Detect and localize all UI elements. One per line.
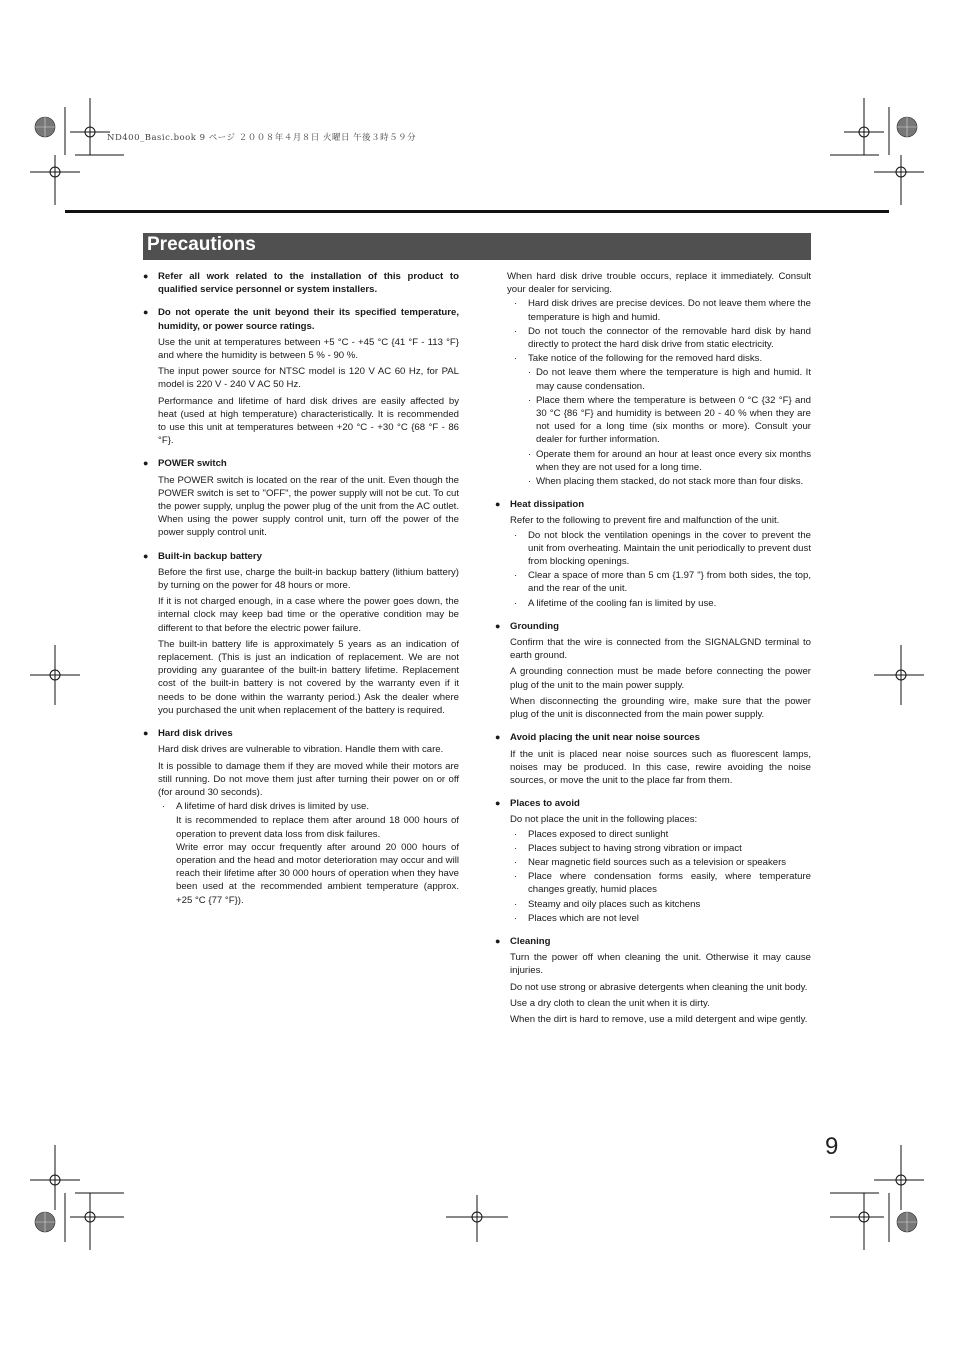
list-item: · Take notice of the following for the removed hard disks. [528, 352, 811, 365]
section-hard-disk-drives [143, 727, 459, 907]
paragraph: The input power source for NTSC model is 120 V AC 60 Hz, for PAL model is 220 V - 240 V AC 50 Hz. [158, 366, 459, 391]
list-item: · Steamy and oily places such as kitchens [528, 898, 811, 911]
paragraph: Hard disk drives are vulnerable to vibration. Handle them with care. [158, 744, 444, 756]
section-heading: ● Cleaning [495, 935, 811, 948]
right-column [495, 270, 811, 1036]
paragraph: Write error may occur frequently after around 20 000 hours of operation and the head and motor deterioration may occur and will reach their lifetime after 30 000 hours of operation when they have been used at the recommended ambient temperature (approx. +25 °C {77 °F}). [176, 841, 459, 906]
paragraph: The built-in battery life is approximately 5 years as an indication of replacement. (This is just an indication of replacement. We are not providing any guarantee of the built-in battery lifetime. Replacement cost of the built-in battery is not covered by the warranty even if it needs to be done within the warranty period.) Ask the dealer where you purchased the unit when replacement of the battery is required. [158, 638, 459, 716]
section-heading: ● Refer all work related to the installation of this product to qualified service personnel or system installers. [143, 270, 459, 296]
section-heading: ● Grounding [495, 620, 811, 633]
page-title: Precautions [147, 234, 256, 255]
list-item: · Do not block the ventilation openings in the cover to prevent the unit from overheating. Maintain the unit periodically to prevent dust from blocking openings. [528, 529, 811, 569]
section-cleaning [495, 935, 811, 1026]
section-heading: ● Avoid placing the unit near noise sources [495, 731, 811, 744]
list-item: · A lifetime of the cooling fan is limited by use. [528, 597, 811, 610]
paragraph: Before the first use, charge the built-in backup battery (lithium battery) by turning on the power for 48 hours or more. [158, 566, 459, 592]
paragraph: When disconnecting the grounding wire, make sure that the power plug of the unit is disconnected from the main power supply. [510, 695, 811, 721]
list-item: · Places exposed to direct sunlight [528, 828, 811, 841]
print-job-header: ND400_Basic.book 9 ページ ２００８年４月８日 火曜日 午後３時５９分 [107, 133, 417, 143]
paragraph: If the unit is placed near noise sources such as fluorescent lamps, noises may be produced. In this case, rewire avoiding the noise sources, or move the unit to the place far from them. [510, 748, 811, 786]
bullet-list [143, 800, 459, 813]
section-heading: ● Hard disk drives [143, 727, 459, 740]
section-heading: ● Do not operate the unit beyond their its specified temperature, humidity, or power source ratings. [143, 306, 459, 332]
left-column [143, 270, 459, 917]
list-item: · Do not leave them where the temperature is high and humid. It may cause condensation. [536, 366, 811, 392]
section-installation [143, 270, 459, 296]
bullet-list [495, 297, 811, 365]
list-item: · A lifetime of hard disk drives is limited by use. [176, 800, 459, 813]
list-item: · Do not touch the connector of the removable hard disk by hand directly to protect the hard disk drive from static electricity. [528, 325, 811, 351]
section-heat-dissipation [495, 498, 811, 610]
section-power-switch [143, 457, 459, 539]
paragraph: When the dirt is hard to remove, use a mild detergent and wipe gently. [510, 1013, 808, 1025]
section-grounding [495, 620, 811, 721]
bullet-list [495, 529, 811, 610]
section-ratings [143, 306, 459, 447]
paragraph: It is possible to damage them if they are moved while their motors are still running. Do not move them just after turning their power on or off (for around 30 seconds). [158, 760, 459, 798]
list-item: · Hard disk drives are precise devices. Do not leave them where the temperature is high and humid. [528, 297, 811, 323]
paragraph: Refer to the following to prevent fire and malfunction of the unit. [510, 515, 780, 527]
list-item: · Places subject to having strong vibration or impact [528, 842, 811, 855]
section-backup-battery [143, 550, 459, 717]
list-item: · Place them where the temperature is between 0 °C {32 °F} and 30 °C {86 °F} and humidity is between 20 - 40 % when they are not used for a long time (six months or more). Consult your dealer for further information. [536, 394, 811, 447]
section-heading: ● POWER switch [143, 457, 459, 470]
section-heading: ● Heat dissipation [495, 498, 811, 511]
page-number: 9 [825, 1133, 839, 1160]
list-item: · Clear a space of more than 5 cm {1.97 "} from both sides, the top, and the rear of the unit. [528, 569, 811, 595]
sub-bullet-list [495, 366, 811, 488]
section-hdd-trouble [495, 270, 811, 488]
paragraph: Do not place the unit in the following places: [510, 814, 698, 826]
section-noise-sources [495, 731, 811, 787]
paragraph: If it is not charged enough, in a case where the power goes down, the internal clock may keep bad time or the operative condition may be different to that before the electric power failure. [158, 596, 459, 634]
paragraph: Turn the power off when cleaning the unit. Otherwise it may cause injuries. [510, 952, 811, 977]
section-places-to-avoid [495, 797, 811, 925]
section-heading: ● Places to avoid [495, 797, 811, 810]
list-item: · Near magnetic field sources such as a television or speakers [528, 856, 811, 869]
top-rule [65, 210, 889, 213]
paragraph: It is recommended to replace them after around 18 000 hours of operation to prevent data loss from disk failures. [176, 815, 459, 840]
list-item: · Place where condensation forms easily, where temperature changes greatly, humid places [528, 870, 811, 896]
paragraph: Use the unit at temperatures between +5 °C - +45 °C {41 °F - 113 °F} and where the humidity is between 5 % - 90 %. [158, 336, 459, 362]
list-item: · When placing them stacked, do not stack more than four disks. [536, 475, 811, 488]
list-item: · Operate them for around an hour at least once every six months when they are not used for a long time. [536, 448, 811, 474]
paragraph: Do not use strong or abrasive detergents when cleaning the unit body. [510, 981, 808, 993]
paragraph: Use a dry cloth to clean the unit when it is dirty. [510, 997, 710, 1009]
paragraph: When hard disk drive trouble occurs, replace it immediately. Consult your dealer for servicing. [507, 271, 811, 296]
title-bar [143, 233, 811, 260]
paragraph: Performance and lifetime of hard disk drives are easily affected by heat (used at high temperature) characteristically. It is recommended to use this unit at temperatures between +20 °C - +30 °C {68 °F - 86 °F}. [158, 395, 459, 447]
section-heading: ● Built-in backup battery [143, 550, 459, 563]
paragraph: The POWER switch is located on the rear of the unit. Even though the POWER switch is set to "OFF", the power supply will not be cut. To cut the power supply, unplug the power plug of the unit from the AC outlet. When using the power supply control unit, turn off the power of the power supply control unit. [158, 474, 459, 539]
list-item: · Places which are not level [528, 912, 811, 925]
bullet-list [495, 828, 811, 925]
paragraph: Confirm that the wire is connected from the SIGNALGND terminal to earth ground. [510, 637, 811, 662]
paragraph: A grounding connection must be made before connecting the power plug of the unit to the main power supply. [510, 666, 811, 691]
